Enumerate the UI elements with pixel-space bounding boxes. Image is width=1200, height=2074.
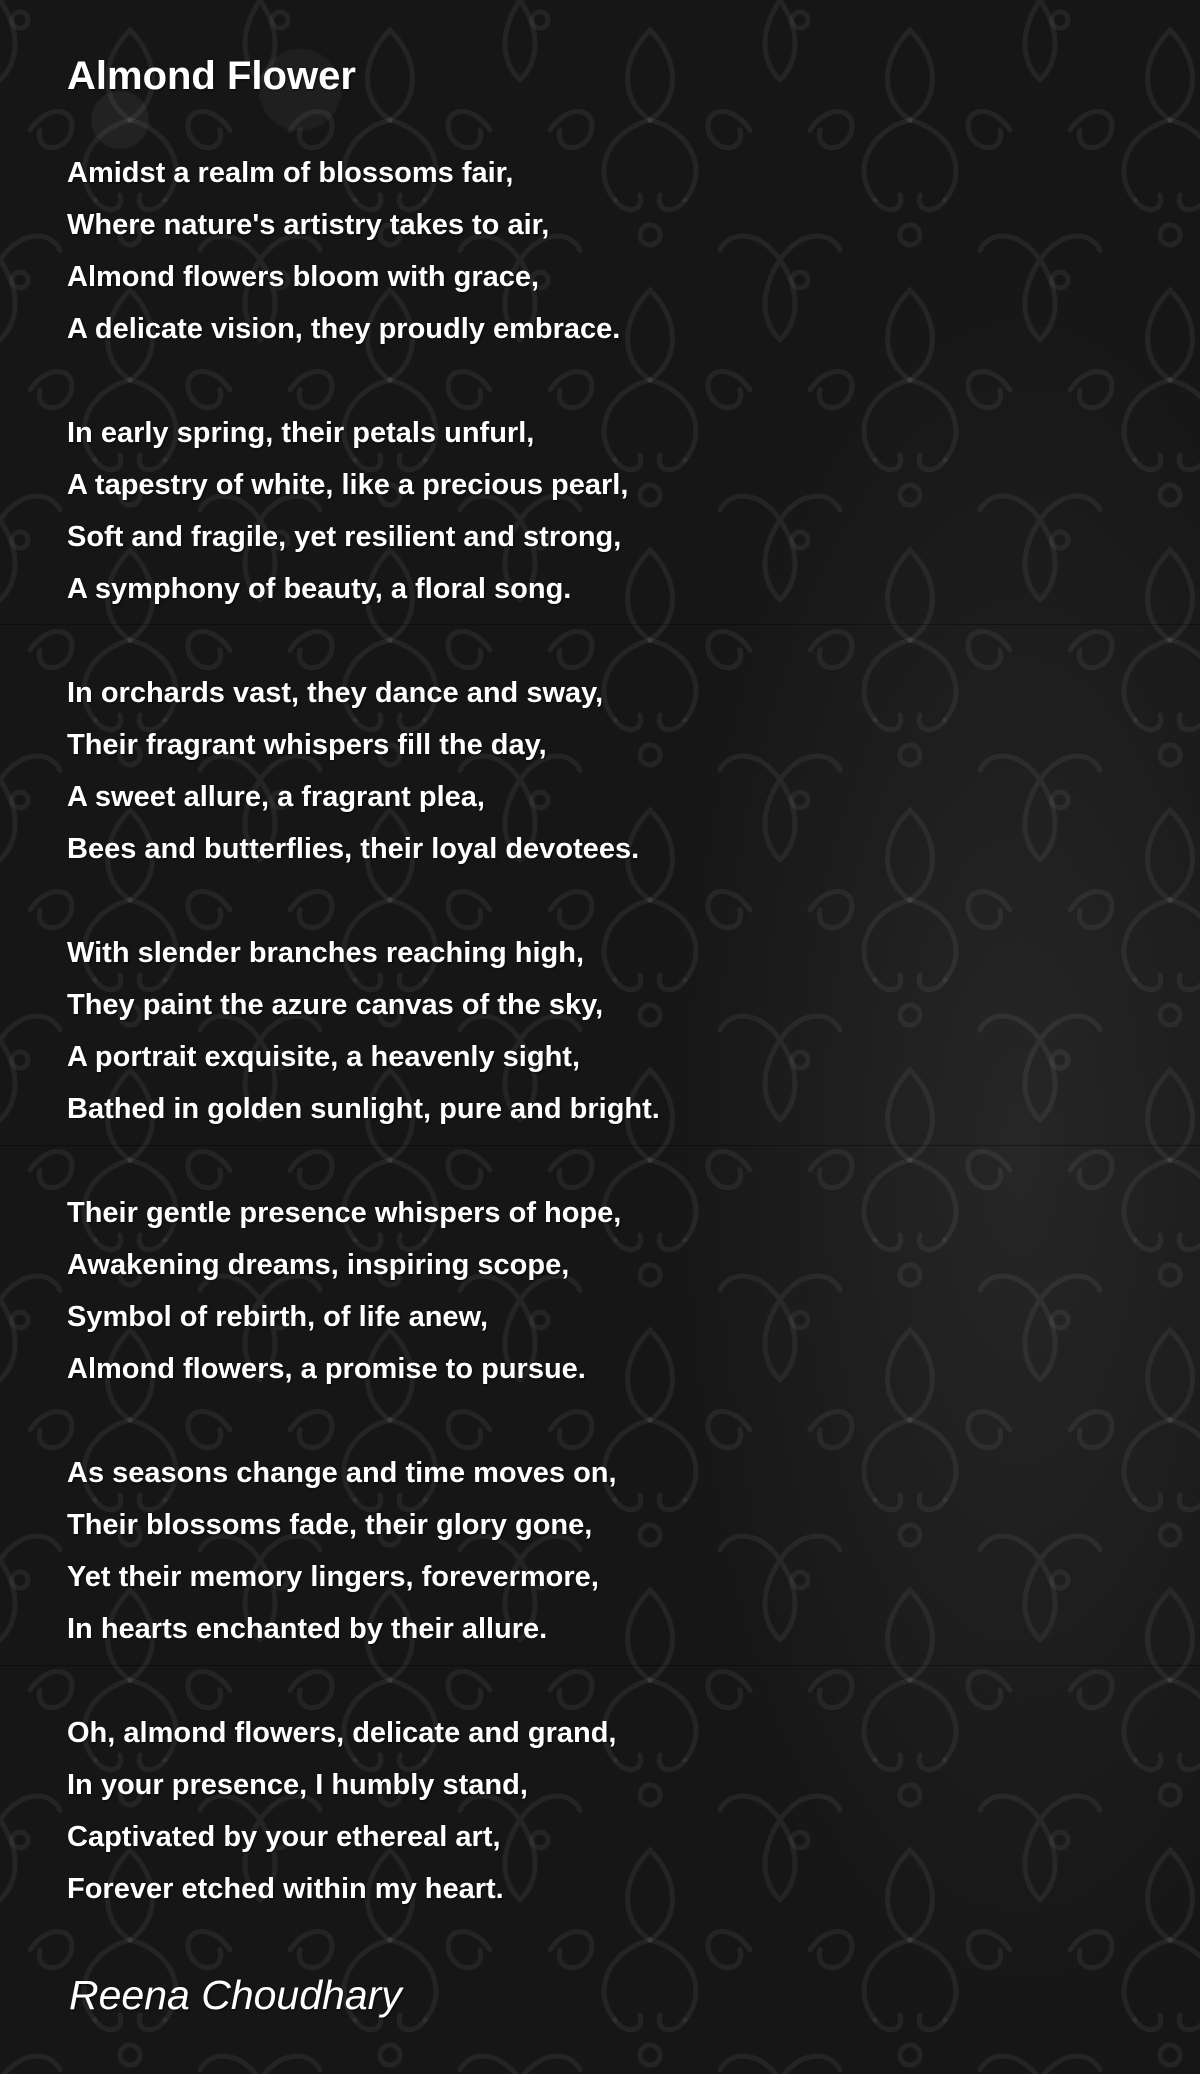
poem-line: In early spring, their petals unfurl, (67, 417, 535, 449)
poem-line: Forever etched within my heart. (67, 1873, 504, 1905)
poem-line: Their fragrant whispers fill the day, (67, 729, 547, 761)
poem-line: Bathed in golden sunlight, pure and bright. (67, 1093, 660, 1125)
poem-line: In your presence, I humbly stand, (67, 1769, 528, 1801)
poem-body (67, 147, 1147, 1915)
stanza (67, 927, 1147, 1135)
poem-line: A symphony of beauty, a floral song. (67, 573, 572, 605)
poem-line: Soft and fragile, yet resilient and strong, (67, 521, 622, 553)
poem-author: Reena Choudhary (69, 1972, 402, 2018)
poem-line: Amidst a realm of blossoms fair, (67, 157, 514, 189)
poem-line: Yet their memory lingers, forevermore, (67, 1561, 599, 1593)
poem-line: Almond flowers, a promise to pursue. (67, 1353, 586, 1385)
poem-line: Bees and butterflies, their loyal devotees. (67, 833, 640, 865)
poem-line: Symbol of rebirth, of life anew, (67, 1301, 489, 1333)
poem-line: A tapestry of white, like a precious pearl, (67, 469, 629, 501)
stanza (67, 1447, 1147, 1655)
poem-title: Almond Flower (67, 54, 356, 98)
poem (67, 52, 1147, 1967)
stanza (67, 1187, 1147, 1395)
poem-line: Where nature's artistry takes to air, (67, 209, 550, 241)
poem-line: A sweet allure, a fragrant plea, (67, 781, 485, 813)
poem-line: They paint the azure canvas of the sky, (67, 989, 604, 1021)
poem-line: Their blossoms fade, their glory gone, (67, 1509, 593, 1541)
stanza (67, 667, 1147, 875)
stanza (67, 407, 1147, 615)
poem-line: With slender branches reaching high, (67, 937, 585, 969)
poem-line: Captivated by your ethereal art, (67, 1821, 501, 1853)
poem-line: Almond flowers bloom with grace, (67, 261, 540, 293)
poem-line: Awakening dreams, inspiring scope, (67, 1249, 570, 1281)
poem-line: A delicate vision, they proudly embrace. (67, 313, 621, 345)
stanza (67, 147, 1147, 355)
poem-line: Oh, almond flowers, delicate and grand, (67, 1717, 617, 1749)
poem-line: In hearts enchanted by their allure. (67, 1613, 548, 1645)
poem-line: As seasons change and time moves on, (67, 1457, 617, 1489)
poem-line: In orchards vast, they dance and sway, (67, 677, 604, 709)
poem-line: A portrait exquisite, a heavenly sight, (67, 1041, 581, 1073)
poem-line: Their gentle presence whispers of hope, (67, 1197, 622, 1229)
stanza (67, 1707, 1147, 1915)
